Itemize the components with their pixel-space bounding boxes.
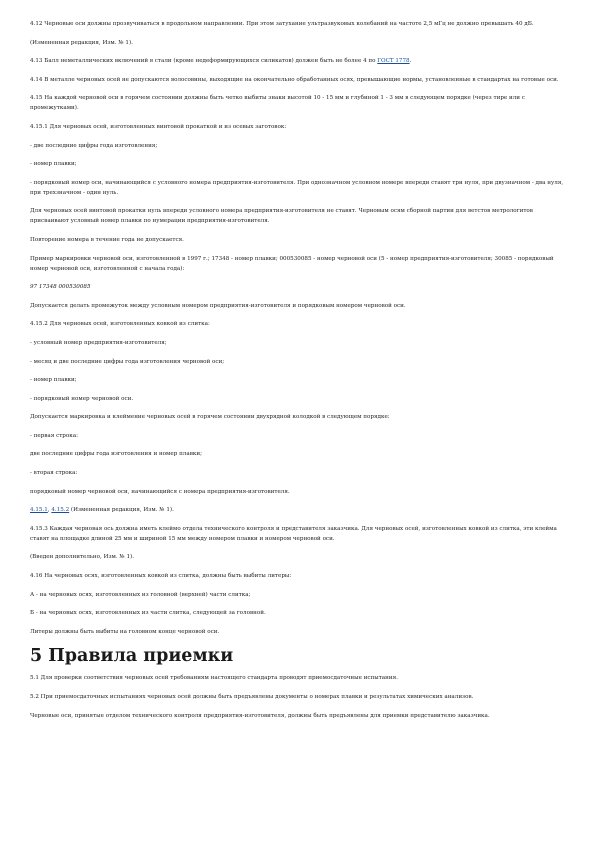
paragraph-text: (Измененная редакция, Изм. № 1). <box>69 507 174 514</box>
paragraph-4-15-1: 4.15.1 Для черновых осей, изготовленных винтовой прокаткой и из осевых заготовок: <box>30 123 287 130</box>
paragraph-text: 4.13 Балл неметаллических включений в стали (кроме недеформирующихся силикатов) должен быть не более 4 по <box>30 58 378 65</box>
paragraph: Черновые оси, принятые отделом технического контроля предприятия-изготовителя, должны быть предъявлены для приемки представителю заказчика. <box>30 712 490 719</box>
list-item: А - на черновых осях, изготовленных из головной (верхней) части слитка; <box>30 591 251 598</box>
paragraph-4-15-2: 4.15.2 Для черновых осей, изготовленных ковкой из слитка: <box>30 321 210 328</box>
list-item: - вторая строка: <box>30 470 78 477</box>
list-item: - порядковый номер черновой оси. <box>30 395 134 402</box>
paragraph-4-12: 4.12 Черновые оси должны прозвучиваться в продольном направлении. При этом затухание ультразвуковых колебаний на частоте 2,5 мГц не должно превышать 40 дБ. <box>30 21 534 27</box>
list-item: Б - на черновых осях, изготовленных из части слитка, следующей за головной. <box>30 610 266 617</box>
paragraph: Допускается делать промежуток между условным номером предприятия-изготовителя и порядковым номером черновой оси. <box>30 302 406 309</box>
paragraph-amendment: (Введен дополнительно, Изм. № 1). <box>30 554 135 561</box>
list-item: - первая строка: <box>30 432 78 439</box>
paragraph-4-16: 4.16 На черновых осях, изготовленных ковкой из слитка, должны быть выбиты литеры: <box>30 573 292 580</box>
paragraph-5-2: 5.2 При приемосдаточных испытаниях черновых осей должны быть предъявлены документы о номерах плавки и результатах химических анализов. <box>30 694 474 700</box>
paragraph: Для черновых осей винтовой прокатки нуль впереди условного номера предприятия-изготовителя не ставят. Черновым осям сборной партии для ветстов метрологитов присваивают условный номер плавки по нумерации предприятия-изготовителя. <box>30 208 533 225</box>
document-body <box>30 19 565 729</box>
list-item: - месяц и две последние цифры года изготовления черновой оси; <box>30 358 225 365</box>
paragraph-text: . <box>409 58 412 65</box>
paragraph-4-15: 4.15 На каждой черновой оси в горячем состоянии должны быть четко выбиты знаки высотой 10 - 15 мм и глубиной 1 - 3 мм в следующем порядке (через тире или с промежутками). <box>30 95 525 112</box>
list-item: - номер плавки; <box>30 161 77 168</box>
list-item: - условный номер предприятия-изготовителя; <box>30 339 167 346</box>
paragraph-amendment-links: 4.15.1, 4.15.2 (Измененная редакция, Изм. № 1). <box>30 507 174 514</box>
paragraph-4-15-3: 4.15.3 Каждая черновая ось должна иметь клеймо отдела технического контроля и представителя заказчика. Для черновых осей, изготовленных ковкой из слитка, эти клейма ставят на площадке длиной 25 мм и шириной 15 мм между номером плавки и номером черновой оси. <box>30 525 557 542</box>
link-4-15-1[interactable]: 4.15.1 <box>30 507 48 514</box>
paragraph: Литеры должны быть выбиты на головном конце черновой оси. <box>30 628 220 635</box>
list-item: - номер плавки; <box>30 377 77 384</box>
paragraph-example: Пример маркировки черновой оси, изготовленной в 1997 г.; 17348 - номер плавки; 000530085 - номер черновой оси (5 - номер предприятия-изготовителя; 30085 - порядковый номер черновой оси, изготовленной с начала года): <box>30 255 554 272</box>
paragraph-5-1: 5.1 Для проверки соответствия черновых осей требованиям настоящего стандарта проводят приемосдаточные испытания. <box>30 675 398 682</box>
paragraph: порядковый номер черновой оси, начинающийся с номера предприятия-изготовителя. <box>30 488 290 495</box>
paragraph: две последние цифры года изготовления и номер плавки; <box>30 451 202 458</box>
paragraph-4-14: 4.14 В металле черновых осей не допускаются волосовины, выходящие на окончательно обработанных осях, превышающие нормы, установленные в стандартах на готовые оси. <box>30 76 559 83</box>
gost-1778-link[interactable]: ГОСТ 1778 <box>377 58 410 65</box>
paragraph-4-13 <box>30 56 565 66</box>
marking-example: 97 17348 000530085 <box>30 284 91 291</box>
link-4-15-2[interactable]: 4.15.2 <box>51 507 70 514</box>
section-heading: 5 Правила приемки <box>30 646 234 667</box>
list-item: - порядковый номер оси, начинающийся с условного номера предприятия-изготовителя. При однозначном условном номере впереди ставят три нуля, при двузначном - два нуля, при трехзначном - один нуль. <box>30 179 564 196</box>
paragraph: Допускается маркировка и клеймение черновых осей в горячем состоянии двухрядной колодкой в следующем порядке: <box>30 414 390 421</box>
paragraph: Повторение номера в течение года не допускается. <box>30 236 184 243</box>
paragraph-amendment: (Измененная редакция, Изм. № 1). <box>30 39 133 46</box>
list-item: - две последние цифры года изготовления; <box>30 142 158 149</box>
